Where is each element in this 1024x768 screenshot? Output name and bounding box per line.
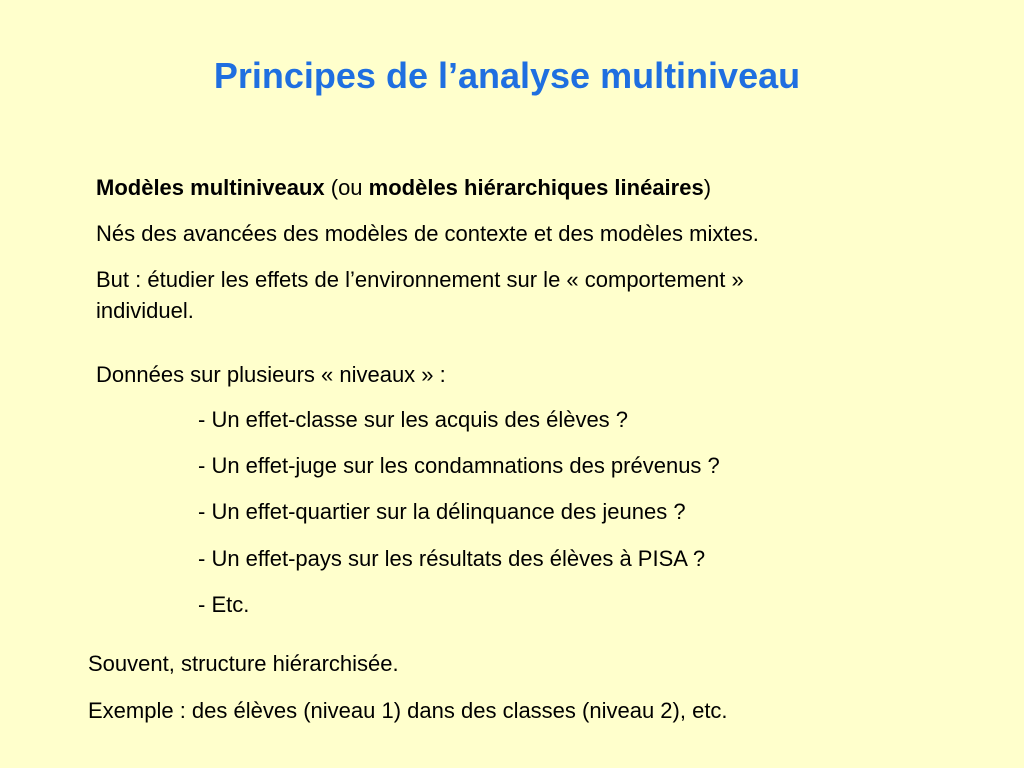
heading-bold-multiniveaux: Modèles multiniveaux <box>96 175 325 200</box>
heading-line <box>96 174 711 202</box>
heading-ou: (ou <box>324 175 369 200</box>
example-item: - Un effet-classe sur les acquis des élèves ? <box>198 407 629 432</box>
levels-intro: Données sur plusieurs « niveaux » : <box>96 362 446 387</box>
example-item: - Un effet-pays sur les résultats des élèves à PISA ? <box>198 546 706 571</box>
heading-bold-hierarchiques: modèles hiérarchiques linéaires <box>368 175 704 200</box>
example-item: - Etc. <box>198 592 250 617</box>
goal-line-1: But : étudier les effets de l’environnement sur le « comportement » <box>96 267 744 292</box>
heading-close-paren: ) <box>703 175 712 200</box>
example-line: Exemple : des élèves (niveau 1) dans des classes (niveau 2), etc. <box>88 698 728 723</box>
example-item: - Un effet-quartier sur la délinquance des jeunes ? <box>198 499 686 524</box>
example-item: - Un effet-juge sur les condamnations des prévenus ? <box>198 453 720 478</box>
goal-line-2: individuel. <box>96 298 194 323</box>
structure-line: Souvent, structure hiérarchisée. <box>88 651 399 676</box>
slide-title: Principes de l’analyse multiniveau <box>213 55 801 96</box>
origin-line: Nés des avancées des modèles de contexte et des modèles mixtes. <box>96 221 759 246</box>
